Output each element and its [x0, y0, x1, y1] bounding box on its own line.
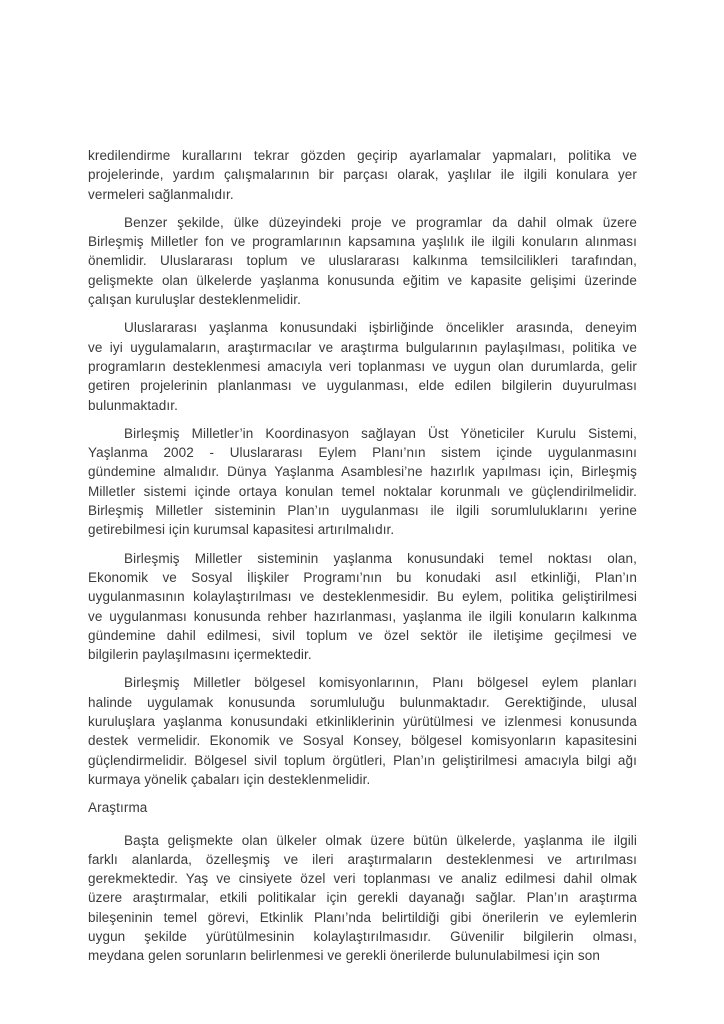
text-line: gelişmekte olan ülkelerde yaşlanma konusunda eğitim ve kapasite gelişimi üzerinde — [88, 272, 637, 288]
text-line: güçlendirmelidir. Bölgesel sivil toplum örgütleri, Plan’ın geliştirilmesi amacıyla bilgi ağı — [88, 752, 637, 768]
text-line: programların desteklenmesi amacıyla veri toplanması ve uygun olan durumlarda, gelir — [88, 358, 637, 374]
text-line: uygun şekilde yürütülmesinin kolaylaştırılmasıdır. Güvenilir bilgilerin olması, — [88, 928, 637, 944]
text-line: Birleşmiş Milletler fon ve programlarının kapsamına yaşlılık ile ilgili konuların alınması — [88, 234, 637, 250]
text-line: çalışan kuruluşlar desteklenmelidir. — [88, 292, 301, 308]
text-line: Benzer şekilde, ülke düzeyindeki proje ve programlar da dahil olmak üzere — [124, 214, 637, 230]
section-heading: Araştırma — [88, 800, 148, 816]
text-line: destek vermelidir. Ekonomik ve Sosyal Konsey, bölgesel komisyonların kapasitesini — [88, 733, 637, 749]
text-block — [88, 146, 637, 975]
text-line: ve uygulanması konusunda rehber hazırlanması, yaşlanma ile ilgili konuların kalkınma — [88, 608, 637, 624]
text-line: vermeleri sağlanmalıdır. — [88, 186, 234, 202]
text-line: Birleşmiş Milletler’in Koordinasyon sağlayan Üst Yöneticiler Kurulu Sistemi, — [124, 425, 637, 441]
text-line: farklı alanlarda, özelleşmiş ve ileri araştırmaların desteklenmesi ve artırılması — [88, 851, 637, 867]
text-line: meydana gelen sorunların belirlenmesi ve gerekli önerilerde bulunulabilmesi için son — [88, 948, 600, 964]
text-line: kurmaya yönelik çabaları için desteklenmelidir. — [88, 771, 371, 787]
text-line: kredilendirme kurallarını tekrar gözden geçirip ayarlamalar yapmaları, politika ve — [88, 148, 637, 163]
text-line: önemlidir. Uluslararası toplum ve uluslararası kalkınma temsilcilikleri tarafından, — [88, 253, 637, 269]
paragraph — [88, 673, 637, 789]
text-line: getiren projelerinin planlanması ve uygulanması, elde edilen bilgilerin duyurulması — [88, 378, 637, 394]
paragraph — [88, 146, 637, 204]
text-line: bilgilerin paylaşılmasını içermektedir. — [88, 647, 312, 663]
text-line: üzere araştırmalar, etkili politikalar için gerekli dayanağı sağlar. Plan’ın araştırma — [88, 890, 637, 906]
text-line: Milletler sistemi içinde ortaya konulan temel noktalar korunmalı ve güçlendirilmelidir. — [88, 483, 637, 499]
text-line: gündemine almalıdır. Dünya Yaşlanma Asamblesi’ne hazırlık yapılması için, Birleşmiş — [88, 464, 637, 480]
text-line: kuruluşlara yaşlanma konusundaki etkinliklerinin yürütülmesi ve izlenmesi konusunda — [88, 714, 637, 730]
text-line: uygulanmasının kolaylaştırılması ve desteklenmesidir. Bu eylem, politika geliştirilmesi — [88, 589, 637, 605]
text-line: projelerinde, yardım çalışmalarının bir parçası olarak, yaşlılar ile ilgili konulara yer — [88, 167, 637, 183]
text-line: Başta gelişmekte olan ülkeler olmak üzere bütün ülkelerde, yaşlanma ile ilgili — [124, 832, 637, 848]
paragraph — [88, 213, 637, 309]
text-line: bileşeninin temel görevi, Etkinlik Planı’nda belirtildiği gibi önerilerin ve eylemlerin — [88, 909, 637, 925]
text-line: Uluslararası yaşlanma konusundaki işbirliğinde öncelikler arasında, deneyim — [124, 320, 637, 336]
paragraph — [88, 318, 637, 414]
paragraph — [88, 549, 637, 665]
text-line: Yaşlanma 2002 - Uluslararası Eylem Planı’nın sistem içinde uygulanmasını — [88, 445, 637, 461]
text-line: Birleşmiş Milletler sisteminin Plan’ın uygulanması ile ilgili sorumluluklarını yerine — [88, 503, 637, 519]
text-line: bulunmaktadır. — [88, 397, 178, 413]
text-line: halinde uygulamak konusunda sorumluluğu bulunmaktadır. Gerektiğinde, ulusal — [88, 694, 637, 710]
text-line: gündemine dahil edilmesi, sivil toplum ve özel sektör ile iletişime geçilmesi ve — [88, 627, 637, 643]
text-line: Ekonomik ve Sosyal İlişkiler Programı’nın bu konudaki asıl etkinliği, Plan’ın — [88, 569, 637, 585]
paragraph — [88, 424, 637, 540]
paragraph — [88, 831, 637, 966]
text-line: getirebilmesi için kurumsal kapasitesi artırılmalıdır. — [88, 522, 395, 538]
text-line: Birleşmiş Milletler bölgesel komisyonlarının, Planı bölgesel eylem planları — [124, 675, 637, 691]
text-line: Birleşmiş Milletler sisteminin yaşlanma konusundaki temel noktası olan, — [124, 550, 637, 566]
text-line: ve iyi uygulamaların, araştırmacılar ve araştırma bulgularının paylaşılması, politika ve — [88, 339, 637, 355]
text-line: gerekmektedir. Yaş ve cinsiyete özel veri toplanması ve analiz edilmesi dahil olmak — [88, 871, 637, 887]
